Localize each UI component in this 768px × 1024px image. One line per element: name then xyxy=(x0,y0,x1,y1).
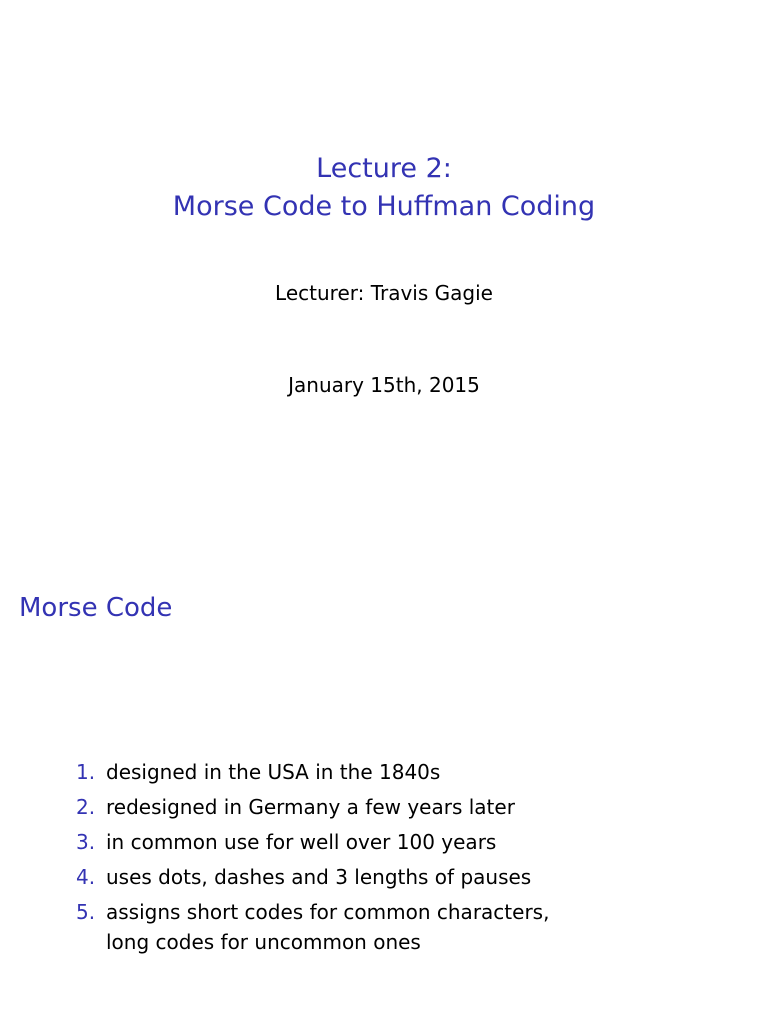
list-item-text: in common use for well over 100 years xyxy=(106,830,497,854)
list-item-text: designed in the USA in the 1840s xyxy=(106,760,441,784)
lecture-title-line-1: Lecture 2: xyxy=(316,153,452,184)
list-item xyxy=(76,827,736,857)
list-item xyxy=(76,792,736,822)
lecture-date: January 15th, 2015 xyxy=(288,373,480,397)
list-item-number: 1. xyxy=(76,760,96,784)
list-item-number: 4. xyxy=(76,865,96,889)
list-item-text: assigns short codes for common characters, xyxy=(106,900,550,924)
list-item-text-wrapper xyxy=(106,897,736,957)
list-item xyxy=(76,862,736,892)
list-item-text-continuation: long codes for uncommon ones xyxy=(106,930,421,954)
list-item-text: redesigned in Germany a few years later xyxy=(106,795,515,819)
numbered-list xyxy=(76,757,736,962)
lecture-title xyxy=(0,150,768,226)
list-item-number: 5. xyxy=(76,900,96,924)
list-item xyxy=(76,757,736,787)
section-title: Morse Code xyxy=(19,593,173,623)
lecture-title-line-2: Morse Code to Huffman Coding xyxy=(172,191,596,222)
list-item-number: 3. xyxy=(76,830,96,854)
list-item-number: 2. xyxy=(76,795,96,819)
list-item xyxy=(76,897,736,957)
lecturer-name: Lecturer: Travis Gagie xyxy=(275,281,493,305)
list-item-text: uses dots, dashes and 3 lengths of pauses xyxy=(106,865,532,889)
